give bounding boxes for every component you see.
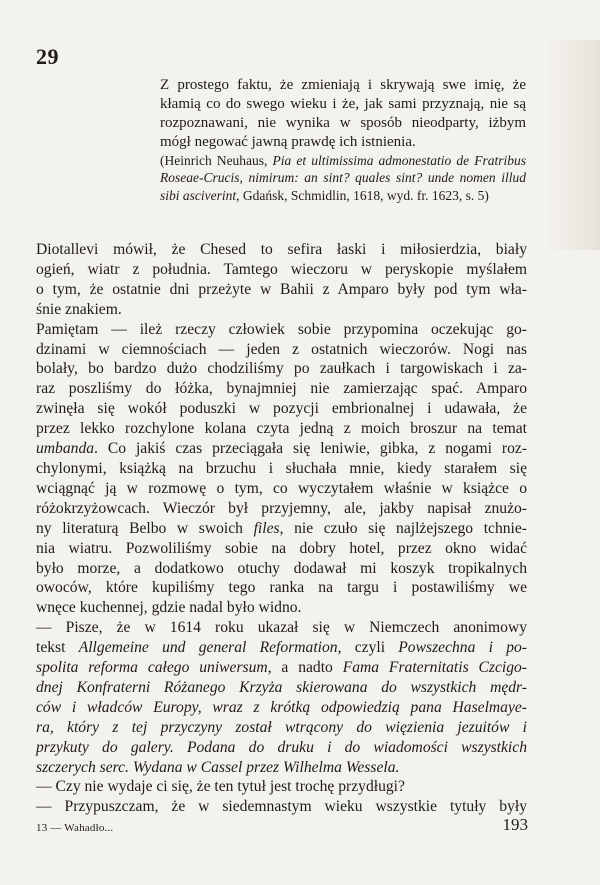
text-line: wnęce kuchennej, gdzie nadal było widno.	[36, 599, 302, 617]
text-line: tekst Allgemeine und general Reformation, czyli Powszechna i po-	[36, 639, 527, 657]
text-line: raz poszliśmy do łóżka, bynajmniej nie zamierzając spać. Amparo	[36, 380, 527, 398]
text-line: ra, który z tej przyczyny został wtrącony do więzienia jezuitów i	[36, 718, 527, 736]
citation-line: Roseae-Crucis, nimirum: an sint? quales sint? unde nomen illud	[160, 170, 526, 186]
text-line: zwinęła się wokół poduszki w pozycji embrionalnej i udawała, że	[36, 400, 527, 418]
bleed-through-shadow	[545, 40, 600, 250]
text-line: — Pisze, że w 1614 roku ukazał się w Niemczech anonimowy	[36, 619, 527, 637]
text-line: ogień, wiatr z południa. Tamtego wieczoru w peryskopie myślałem	[36, 260, 527, 278]
text-line: spolita reforma całego uniwersum, a nadto Fama Fraternitatis Czcigo-	[36, 659, 527, 677]
text-line: dzinami w ciemnościach — jeden z ostatnich wieczorów. Nogi nas	[36, 340, 527, 358]
paragraph	[36, 797, 527, 817]
text-line: chylonymi, książką na brzuchu i słuchała mnie, kiedy starałem się	[36, 459, 527, 477]
epigraph-line: rozpoznawani, nie wynika w sposób nieodparty, iżbym	[160, 115, 526, 131]
text-line: o tym, że ostatnie dni przeżyte w Bahii z Amparo były pod tym wła-	[36, 280, 527, 298]
text-line: bolały, bo bardzo dużo chodziliśmy po zaułkach i targowiskach i za-	[36, 360, 527, 378]
text-line: owoców, które kupiliśmy tego ranka na targu i postawiliśmy we	[36, 579, 527, 597]
epigraph	[160, 76, 526, 152]
text-line: wciągnąć ją w rozmowę o tym, co wyczytałem właśnie w książce o	[36, 479, 527, 497]
paragraph	[36, 320, 527, 619]
text-line: Pamiętam — ileż rzeczy człowiek sobie przypomina oczekując go-	[36, 320, 527, 338]
page-number: 193	[502, 815, 528, 834]
main-text	[36, 240, 527, 817]
epigraph-line: mógł negować jawną prawdę ich istnienia.	[160, 134, 416, 150]
text-line: dnej Konfraterni Różanego Krzyża skierowana do wszystkich mędr-	[36, 678, 527, 696]
epigraph-line: kłamią co do swego wieku i że, jak sami przyznają, nie są	[160, 96, 526, 112]
signature-mark: 13 — Wahadło...	[36, 822, 114, 834]
text-line: różokrzyżowcach. Wieczór był przyjemny, ale, jakby napisał znużo-	[36, 499, 527, 517]
text-line: przez lekko rozchylone kolana czyta jedną z moich broszur na temat	[36, 420, 527, 438]
text-line: Diotallevi mówił, że Chesed to sefira łaski i miłosierdzia, biały	[36, 241, 527, 258]
text-line: przykuty do galery. Podana do druku i do wiadomości wszystkich	[36, 738, 527, 756]
paragraph	[36, 777, 527, 797]
text-line: było morze, a dodatkowo otuchy dodawał mi koszyk tropikalnych	[36, 559, 527, 577]
text-line: — Czy nie wydaje ci się, że ten tytuł jest trochę przydługi?	[36, 778, 405, 796]
paragraph	[36, 618, 527, 777]
chapter-number: 29	[36, 44, 59, 69]
text-line: umbanda. Co jakiś czas przeciągała się leniwie, gibka, z nogami roz-	[36, 440, 527, 458]
text-line: — Przypuszczam, że w siedemnastym wieku wszystkie tytuły były	[36, 798, 527, 816]
text-line: nia wiatru. Pozwoliliśmy sobie na dobry hotel, przez okno widać	[36, 539, 527, 557]
epigraph-citation	[160, 152, 526, 204]
citation-line: sibi asciverint, Gdańsk, Schmidlin, 1618, wyd. fr. 1623, s. 5)	[160, 187, 489, 203]
text-line: ny literaturą Belbo w swoich files, nie czuło się najlżejszego tchnie-	[36, 519, 527, 537]
citation-line: (Heinrich Neuhaus, Pia et ultimissima admonestatio de Fratribus	[160, 153, 526, 168]
paragraph	[36, 240, 527, 320]
text-line: śnie znakiem.	[36, 300, 122, 318]
epigraph-line: Z prostego faktu, że zmieniają i skrywają swe imię, że	[160, 77, 526, 93]
text-line: ców i władców Europy, wraz z krótką odpowiedzią pana Haselmaye-	[36, 698, 527, 716]
text-line: szczerych serc. Wydana w Cassel przez Wilhelma Wessela.	[36, 758, 400, 776]
